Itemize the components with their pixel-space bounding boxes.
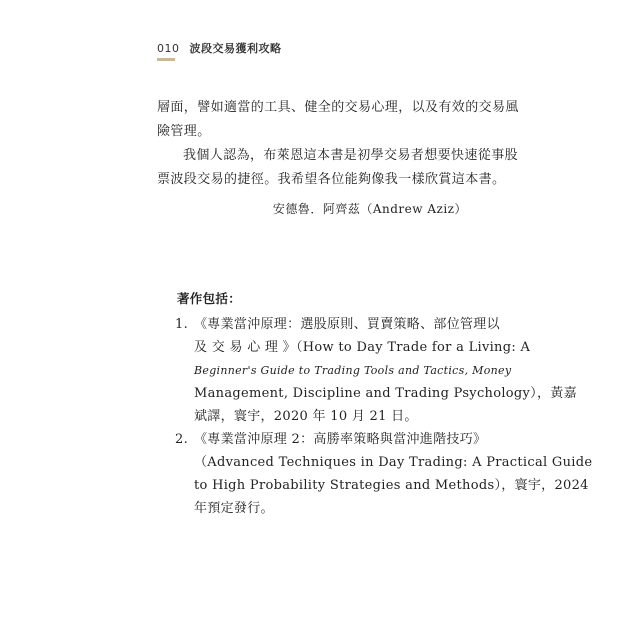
paragraph-2-line: 票波段交易的捷徑。我希望各位能夠像我一樣欣賞這本書。 [157,172,506,187]
header-accent-rule [157,58,175,61]
work-item-line: （Advanced Techniques in Day Trading: A Practical Guide [194,455,593,470]
paragraph-1 [157,96,519,144]
work-item-number: 2. [175,432,189,447]
paragraph-1-line: 層面，譬如適當的工具、健全的交易心理，以及有效的交易風 [157,100,519,115]
paragraph-2 [157,144,519,192]
work-item-line: 《專業當沖原理 2：高勝率策略與當沖進階技巧》 [194,432,487,447]
book-title: 波段交易獲利攻略 [189,42,282,55]
running-header [157,40,282,56]
work-item-line: Beginner's Guide to Trading Tools and Tactics, Money [194,364,512,377]
work-item-number: 1. [175,317,189,332]
work-item-line: 及 交 易 心 理 》（How to Day Trade for a Living: A [194,340,531,355]
work-item [175,428,593,520]
works-list [175,287,593,520]
work-item-line: 《專業當沖原理：選股原則、買賣策略、部位管理以 [194,317,500,332]
works-heading: 著作包括： [177,291,242,306]
work-item-line: Management, Discipline and Trading Psychology），黃嘉 [194,386,577,401]
work-item [175,313,577,428]
paragraph-2-line: 我個人認為，布萊恩這本書是初學交易者想要快速從事股 [183,148,519,163]
work-item-line: 年預定發行。 [194,501,274,516]
page-number: 010 [157,42,180,55]
work-item-line: 斌譯，寰宇，2020 年 10 月 21 日。 [194,409,418,424]
work-item-line: to High Probability Strategies and Methods），寰宇，2024 [194,478,589,493]
paragraph-1-line: 險管理。 [157,124,211,139]
author-signature: 安德魯．阿齊茲（Andrew Aziz） [272,202,467,216]
